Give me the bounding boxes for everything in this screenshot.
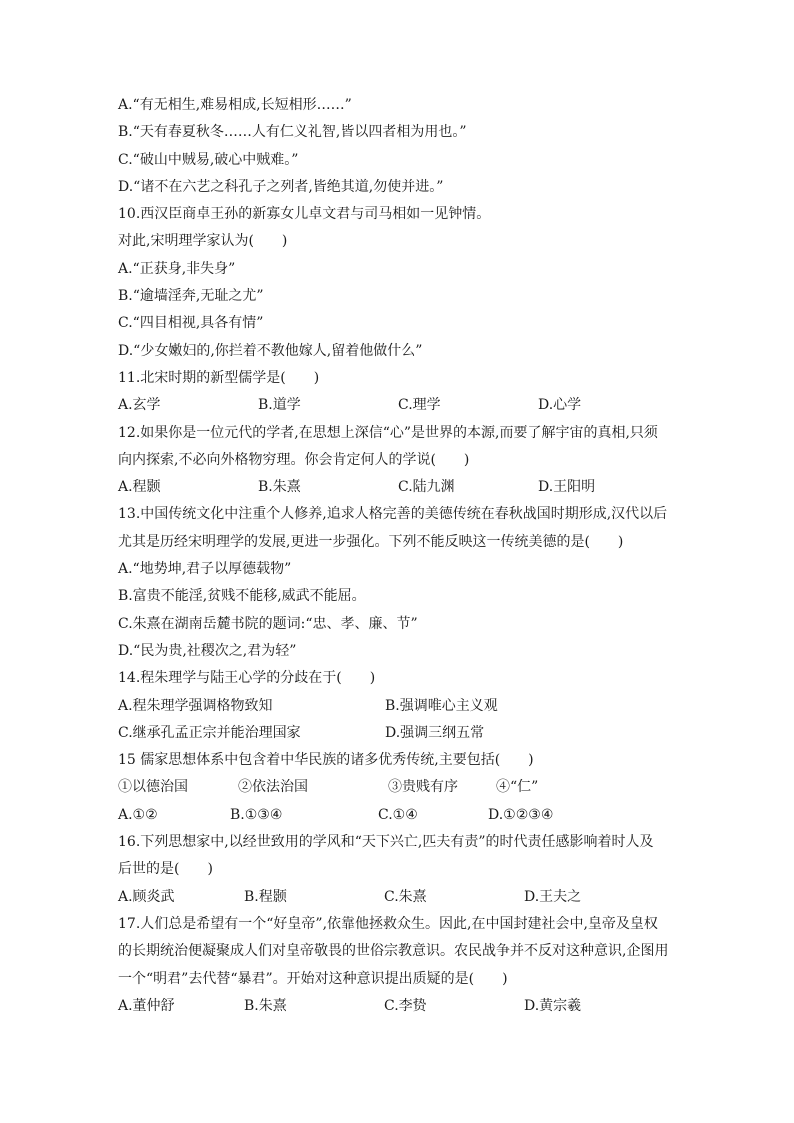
- q12-stem-line2: 向内探索,不必向外格物穷理。你会肯定何人的学说( ): [118, 451, 470, 468]
- q13-stem-line1: 13.中国传统文化中注重个人修养,追求人格完善的美德传统在春秋战国时期形成,汉代以后: [118, 506, 668, 523]
- q9-option-b: B.“天有春夏秋冬……人有仁义礼智,皆以四者相为用也。”: [118, 124, 467, 141]
- q11-stem: 11.北宋时期的新型儒学是( ): [118, 369, 320, 386]
- q16-option-d: D.王夫之: [524, 888, 582, 905]
- q16-option-c: C.朱熹: [384, 888, 427, 905]
- q15-stem: 15 儒家思想体系中包含着中华民族的诸多优秀传统,主要包括( ): [118, 752, 534, 769]
- q11-option-b: B.道学: [258, 397, 301, 414]
- q11-options: [118, 392, 683, 419]
- q16-option-b: B.程颢: [244, 888, 287, 905]
- q15-item-3: ③贵贱有序: [388, 779, 458, 796]
- q17-option-c: C.李贽: [384, 997, 427, 1014]
- q12-option-a: A.程颢: [118, 479, 161, 496]
- q14-stem: 14.程朱理学与陆王心学的分歧在于( ): [118, 670, 376, 687]
- q13-option-a: A.“地势坤,君子以厚德载物”: [118, 561, 292, 578]
- q17-option-b: B.朱熹: [244, 997, 287, 1014]
- q12-option-c: C.陆九渊: [398, 479, 455, 496]
- q14-option-c: C.继承孔孟正宗并能治理国家: [118, 724, 301, 741]
- q12-stem-line1: 12.如果你是一位元代的学者,在思想上深信“心”是世界的本源,而要了解宇宙的真相,只须: [118, 424, 658, 441]
- q10-option-a: A.“正获身,非失身”: [118, 260, 236, 277]
- q14-option-a: A.程朱理学强调格物致知: [118, 697, 273, 714]
- q15-option-b: B.①③④: [230, 806, 283, 823]
- q17-stem-line2: 的长期统治便凝聚成人们对皇帝敬畏的世俗宗教意识。农民战争并不反对这种意识,企图用: [118, 943, 669, 960]
- q11-option-a: A.玄学: [118, 397, 161, 414]
- q9-option-a: A.“有无相生,难易相成,长短相形……”: [118, 97, 352, 113]
- q10-stem-line2: 对此,宋明理学家认为( ): [118, 233, 288, 250]
- q9-option-d: D.“诸不在六艺之科孔子之列者,皆绝其道,勿使并进。”: [118, 178, 444, 195]
- q12-option-b: B.朱熹: [258, 479, 301, 496]
- q14-option-b: B.强调唯心主义观: [385, 697, 498, 714]
- q17-option-a: A.董仲舒: [118, 997, 175, 1014]
- q16-stem-line2: 后世的是( ): [118, 861, 213, 878]
- q11-option-d: D.心学: [538, 397, 582, 414]
- q17-option-d: D.黄宗羲: [524, 997, 582, 1014]
- q9-option-c: C.“破山中贼易,破心中贼难。”: [118, 151, 299, 168]
- q10-stem-line1: 10.西汉臣商卓王孙的新寡女儿卓文君与司马相如一见钟情。: [118, 206, 491, 223]
- q17-stem-line3: 一个“明君”去代替“暴君”。开始对这种意识提出质疑的是( ): [118, 970, 508, 987]
- q14-options-row2: [118, 720, 683, 747]
- exam-page: [118, 92, 683, 1020]
- q12-option-d: D.王阳明: [538, 479, 596, 496]
- q13-option-c: C.朱熹在湖南岳麓书院的题词:“忠、孝、廉、节”: [118, 615, 418, 632]
- q11-option-c: C.理学: [398, 397, 441, 414]
- q15-item-1: ①以德治国: [118, 779, 188, 796]
- q15-items: [118, 774, 683, 801]
- q15-option-d: D.①②③④: [488, 806, 554, 823]
- q17-options: [118, 993, 683, 1020]
- q13-option-b: B.富贵不能淫,贫贱不能移,威武不能屈。: [118, 588, 366, 605]
- q17-stem-line1: 17.人们总是希望有一个“好皇帝”,依靠他拯救众生。因此,在中国封建社会中,皇帝及皇权: [118, 915, 658, 932]
- q10-option-d: D.“少女嫩妇的,你拦着不教他嫁人,留着他做什么”: [118, 342, 423, 359]
- q15-item-4: ④“仁”: [496, 779, 539, 796]
- q14-options-row1: [118, 693, 683, 720]
- q10-option-c: C.“四目相视,具各有情”: [118, 315, 264, 332]
- q16-option-a: A.顾炎武: [118, 888, 175, 905]
- q13-option-d: D.“民为贵,社稷次之,君为轻”: [118, 642, 297, 659]
- q15-options: [118, 802, 683, 829]
- q13-stem-line2: 尤其是历经宋明理学的发展,更进一步强化。下列不能反映这一传统美德的是( ): [118, 533, 624, 550]
- q10-option-b: B.“逾墙淫奔,无耻之尤”: [118, 288, 264, 305]
- q12-options: [118, 474, 683, 501]
- q15-option-a: A.①②: [118, 806, 158, 823]
- q15-item-2: ②依法治国: [238, 779, 308, 796]
- q14-option-d: D.强调三纲五常: [385, 724, 485, 741]
- q16-stem-line1: 16.下列思想家中,以经世致用的学风和“天下兴亡,匹夫有责”的时代责任感影响着时人及: [118, 834, 654, 851]
- q16-options: [118, 884, 683, 911]
- q15-option-c: C.①④: [378, 806, 418, 823]
